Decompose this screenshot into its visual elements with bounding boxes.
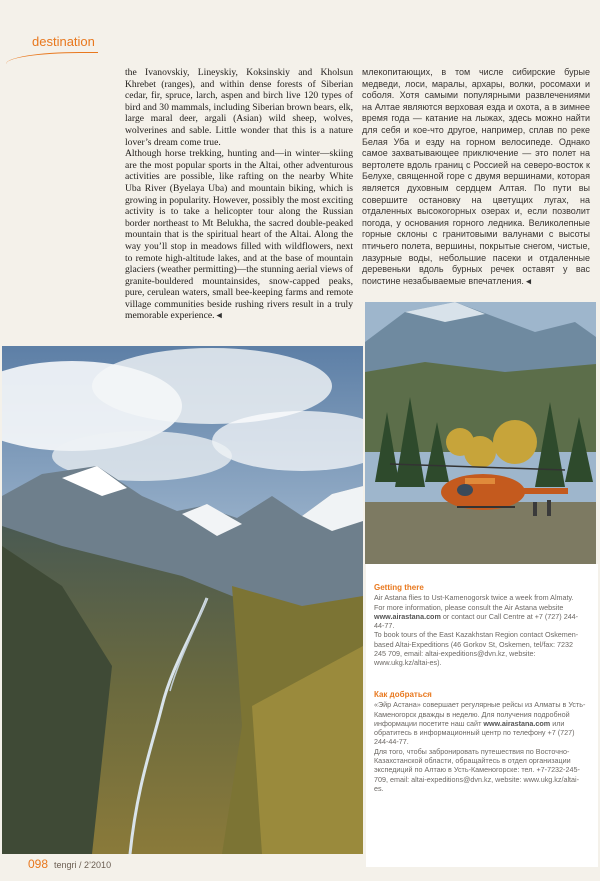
airastana-link-ru[interactable]: www.airastana.com: [483, 718, 551, 728]
travel-info-sidebar: [366, 564, 598, 867]
article-column-russian: [362, 67, 590, 287]
airastana-link[interactable]: www.airastana.com: [374, 611, 441, 621]
article-en-paragraph-1: the Ivanovskiy, Lineyskiy, Koksinskiy and Kholsun Khrebet (ranges), and within dense forests of Siberian cedar, fir, spruce, larch, aspen and birch live 120 types of bird and 30 mammals, including Siberian brown bears, elk, large maral deer, argali (Asian) wild sheep, wolves, wolverines and sable. Little wonder that this is a nature lover’s dream come true.: [125, 67, 353, 148]
getting-there-text-3: To book tours of the East Kazakhstan Region contact Oskemen-based Altai-Expeditions (46 Gorkov St, Oskemen, tel/fax: 7232 245 709, email: altai-expeditions@dvn.kz, website: www.ukg.kz/altai-es).: [374, 630, 579, 668]
helicopter-meadow-photo: [365, 302, 596, 564]
getting-there-text-2: or contact our Call Centre at +7 (727) 244-44-77.: [374, 611, 579, 631]
kak-dobratsya-text-1: «Эйр Астана» совершает регулярные рейсы из Алматы в Усть-Каменогорск дважды в неделю. Для получения подробной информации посетите наш сайт: [374, 700, 586, 728]
article-ru-paragraph-1: млекопитающих, в том числе сибирские бурые медведи, лоси, маралы, архары, волки, росомахи и соболя. Хотя самыми популярными развлечениями на Алтае являются верховая езда и охота, а в зимнее время года — катание на лыжах, здесь можно найти для себя и кое-что другое, например, сплав по реке Белая Уба и езду на горном велосипеде. Однако самое захватывающее приключение — это полет на вертолете вдоль границ с Россией на северо-восток к Белухе, священной горе с двумя вершинами, которая является духовным сердцем Алтая. По пути вы совершите остановку на цветущих лугах, на отдаленных высокогорных озерах и, если позволит погода, у основания горного ледника. Великолепные горные склоны с гранитовыми валунами с высоты птичьего полета, вершины, покрытые снегом, чистые, лазурные воды, небольшие пасеки и отдаленные деревеньки вдоль бурных речек оставят у вас поистине незабываемые впечатления. ◂: [362, 67, 590, 286]
getting-there-title: Getting there: [374, 583, 424, 592]
end-mark-icon: ◂: [526, 275, 531, 286]
section-label: destination: [32, 34, 95, 49]
page-footer: [28, 855, 111, 873]
getting-there-text-1: Air Astana flies to Ust-Kamenogorsk twice a week from Almaty. For more information, please consult the Air Astana website: [374, 593, 574, 612]
end-mark-icon: ◂: [216, 310, 222, 322]
kak-dobratsya-text-3: Для того, чтобы забронировать путешествия по Восточно-Казахстанской области, обращайтесь в отдел организации экспедиций по Алтаю в Усть-Каменогорске: тел. +7-7232-245-709, email: altai-expeditions@dvn.kz, website: www.ukg.kz/altai-es.: [374, 746, 580, 793]
section-rule: [6, 52, 98, 67]
aerial-valley-photo: [2, 346, 363, 854]
article-column-english: [125, 67, 353, 322]
publication-info: tengri / 2’2010: [54, 860, 112, 870]
kak-dobratsya-text-2: или обратитесь в информационный центр по телефону +7 (727) 244-44-77.: [374, 718, 575, 747]
kak-dobratsya-title: Как добраться: [374, 690, 432, 699]
getting-there-block: [374, 583, 586, 668]
page-number: 098: [28, 857, 49, 871]
article-en-paragraph-2: Although horse trekking, hunting and—in winter—skiing are the most popular sports in the Altai, other adventurous activities are possible, like rafting on the nearby White Uba River (Byelaya Uba) and mountain biking, which is growing in popularity. However, possibly the most exciting activity is to take a helicopter tour along the Russian border northeast to Mt Belukha, the sacred double-peaked mountain that is the spiritual heart of the Altai. Along the way you’ll stop in meadows filled with wildflowers, next to remote high-altitude lakes, and at the base of mountain glaciers (weather permitting)—the stunning aerial views of granite-bouldered mountainsides, snow-capped peaks, pure, cerulean waters, small bee-keeping farms and remote village communities beside rushing rivers result in a truly memorable experience. ◂: [125, 148, 353, 322]
kak-dobratsya-block: [374, 690, 586, 793]
